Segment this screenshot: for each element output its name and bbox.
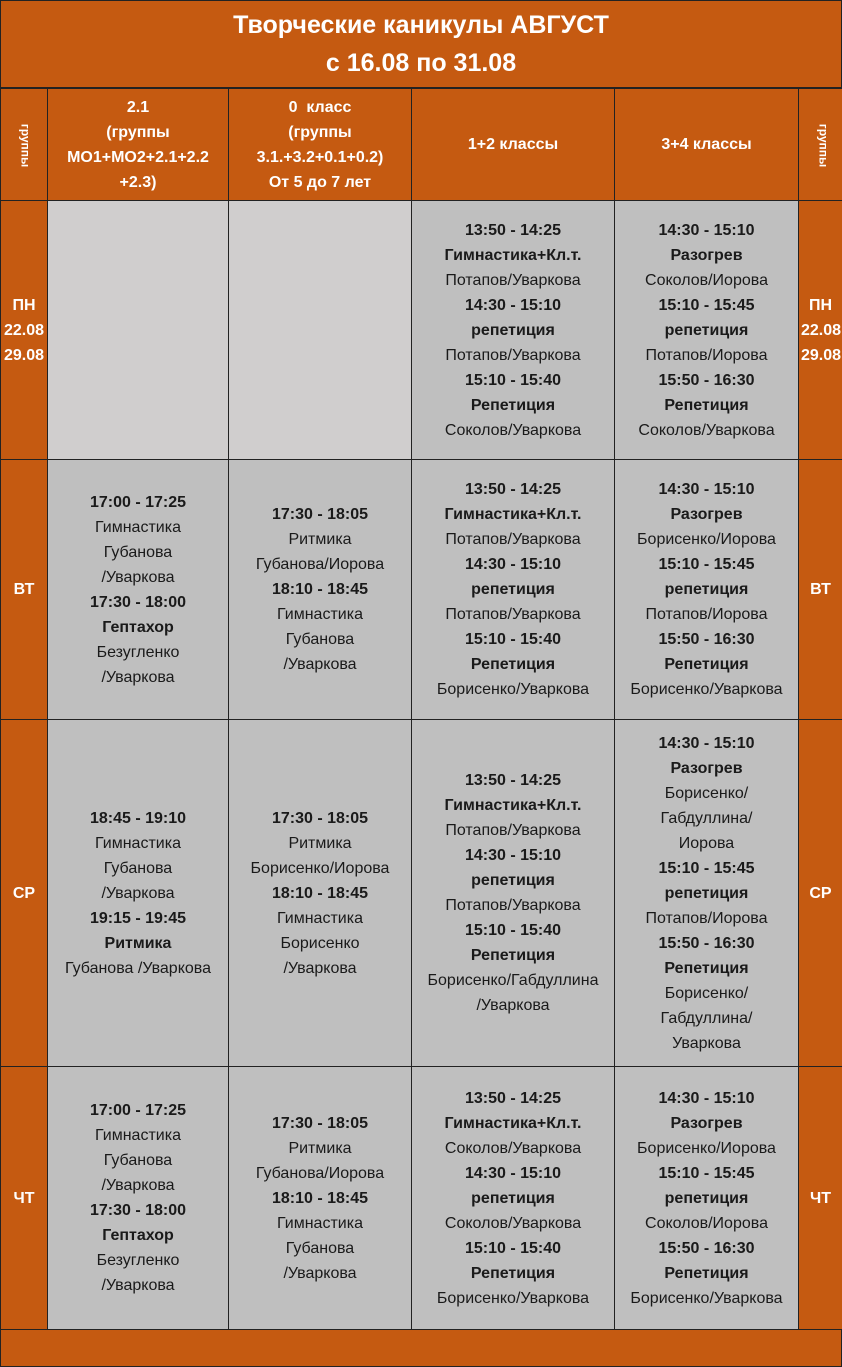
session-time: 18:10 - 18:45 — [271, 884, 369, 902]
header-col-3: 1+2 классы — [412, 89, 615, 201]
session-time: 18:45 - 19:10 — [89, 809, 187, 827]
session-title: Репетиция — [470, 396, 556, 414]
session-detail: Потапов/Иорова — [645, 606, 768, 623]
schedule-cell — [229, 460, 412, 720]
session-detail: Потапов/Иорова — [645, 909, 768, 927]
session-time: 18:10 - 18:45 — [271, 1189, 369, 1207]
session-time: 15:50 - 16:30 — [658, 631, 755, 648]
session-detail: /Уваркова — [101, 884, 175, 902]
schedule-cell — [412, 720, 615, 1067]
session-title: Репетиция — [470, 656, 556, 673]
session-detail: Соколов/Уваркова — [638, 421, 775, 439]
session-title: Гимнастика+Кл.т. — [444, 797, 582, 814]
session-detail: Губанова — [103, 859, 173, 877]
day-label-line: 22.08 — [801, 321, 842, 339]
session-title: репетиция — [471, 581, 555, 598]
schedule-cell — [229, 720, 412, 1067]
session-time: 14:30 - 15:10 — [464, 1164, 562, 1182]
header-col-1-line: (группы — [106, 123, 170, 141]
schedule-cell-empty — [48, 201, 229, 460]
session-detail: /Уваркова — [283, 656, 357, 673]
session-detail: Габдуллина/ — [660, 809, 753, 827]
session-time: 15:10 - 15:45 — [658, 296, 755, 314]
session-detail: Соколов/Иорова — [645, 271, 768, 289]
session-detail: Борисенко — [280, 934, 360, 952]
session-detail: Борисенко/ — [664, 984, 749, 1002]
session-time: 14:30 - 15:10 — [464, 556, 562, 573]
session-title: Гептахор — [102, 1227, 174, 1244]
session-detail: /Уваркова — [101, 568, 175, 586]
groups-label-text: группы — [816, 123, 831, 167]
session-title: Ритмика — [104, 934, 172, 952]
session-title: репетиция — [471, 872, 555, 889]
day-label-right — [799, 1067, 842, 1330]
schedule-table — [0, 88, 842, 1330]
day-label-right — [799, 720, 842, 1067]
day-label-line: 29.08 — [3, 346, 45, 364]
session-detail: Губанова — [285, 631, 355, 648]
session-detail: Губанова — [103, 1152, 173, 1169]
session-detail: Безугленко — [96, 1252, 180, 1269]
day-label-line: ВТ — [13, 581, 35, 598]
session-detail: Потапов/Уваркова — [445, 346, 581, 364]
day-label-line: СР — [809, 884, 832, 902]
header-col-2-line: (группы — [288, 123, 352, 141]
session-time: 14:30 - 15:10 — [464, 847, 562, 864]
session-detail: Борисенко/ — [664, 784, 749, 802]
session-detail: Ритмика — [288, 834, 352, 852]
session-time: 15:50 - 16:30 — [658, 934, 755, 952]
header-col-1-line: МО1+МО2+2.1+2.2 — [67, 148, 209, 166]
schedule-cell — [615, 720, 799, 1067]
session-detail: Гимнастика — [95, 518, 181, 536]
session-detail: Губанова/Иорова — [255, 1164, 385, 1182]
header-col-1 — [48, 89, 229, 201]
session-time: 17:30 - 18:00 — [89, 1202, 187, 1219]
day-label-line: ЧТ — [13, 1189, 35, 1207]
schedule-cell — [615, 1067, 799, 1330]
day-label-left — [1, 720, 48, 1067]
session-detail: Борисенко/Уваркова — [630, 681, 783, 698]
session-title: репетиция — [664, 581, 749, 598]
session-title: Гимнастика+Кл.т. — [444, 246, 582, 264]
session-time: 15:10 - 15:40 — [464, 1239, 562, 1257]
session-detail: Потапов/Иорова — [645, 346, 768, 364]
session-detail: Борисенко/Уваркова — [436, 1289, 590, 1307]
schedule-cell — [412, 1067, 615, 1330]
session-title: Репетиция — [470, 1264, 556, 1282]
session-detail: Иорова — [678, 834, 735, 852]
session-title: репетиция — [664, 884, 749, 902]
session-time: 15:50 - 16:30 — [658, 371, 755, 389]
session-time: 14:30 - 15:10 — [658, 734, 755, 752]
session-detail: Борисенко/Иорова — [637, 1139, 776, 1157]
session-detail: Борисенко/Габдуллина — [427, 972, 599, 989]
session-detail: Ритмика — [288, 1139, 352, 1157]
session-title: Гептахор — [102, 618, 174, 636]
session-time: 15:50 - 16:30 — [658, 1239, 755, 1257]
groups-label-left — [1, 89, 48, 201]
session-detail: Губанова/Иорова — [255, 556, 385, 573]
session-detail: /Уваркова — [101, 1277, 175, 1294]
groups-label-text: группы — [18, 123, 33, 167]
title-bar — [0, 0, 842, 88]
session-time: 17:30 - 18:05 — [271, 506, 369, 523]
schedule-cell — [615, 201, 799, 460]
session-detail: Губанова — [103, 543, 173, 561]
session-detail: Борисенко/Уваркова — [436, 681, 590, 698]
session-time: 13:50 - 14:25 — [464, 772, 562, 789]
day-row — [1, 201, 842, 460]
session-detail: Борисенко/Иорова — [250, 859, 390, 877]
header-col-1-line: 2.1 — [126, 98, 150, 116]
session-time: 14:30 - 15:10 — [658, 1089, 755, 1107]
day-label-right — [799, 201, 842, 460]
session-time: 17:30 - 18:05 — [271, 1114, 369, 1132]
session-detail: /Уваркова — [283, 959, 357, 977]
session-time: 17:30 - 18:00 — [89, 593, 187, 611]
header-col-4: 3+4 классы — [615, 89, 799, 201]
session-detail: Потапов/Уваркова — [445, 606, 581, 623]
session-detail: Соколов/Уваркова — [444, 1139, 582, 1157]
header-col-2-line: От 5 до 7 лет — [268, 173, 372, 191]
session-detail: Гимнастика — [277, 1214, 363, 1232]
header-row — [1, 89, 842, 201]
session-detail: Борисенко/Иорова — [637, 531, 776, 548]
schedule-cell — [48, 720, 229, 1067]
session-title: Репетиция — [664, 656, 749, 673]
session-detail: Потапов/Уваркова — [445, 531, 581, 548]
day-label-left — [1, 460, 48, 720]
session-time: 13:50 - 14:25 — [464, 1089, 562, 1107]
session-time: 18:10 - 18:45 — [271, 581, 369, 598]
day-label-right — [799, 460, 842, 720]
schedule-cell — [615, 460, 799, 720]
session-time: 19:15 - 19:45 — [89, 909, 187, 927]
session-title: Репетиция — [470, 947, 556, 964]
session-detail: Губанова /Уваркова — [65, 959, 211, 977]
session-detail: Соколов/Уваркова — [444, 421, 582, 439]
schedule-cell — [412, 460, 615, 720]
schedule-cell-empty — [229, 201, 412, 460]
session-time: 17:00 - 17:25 — [89, 1102, 187, 1119]
session-title: Разогрев — [670, 506, 743, 523]
session-time: 15:10 - 15:40 — [464, 922, 562, 939]
day-row — [1, 460, 842, 720]
schedule-cell — [48, 460, 229, 720]
title-line-2: с 16.08 по 31.08 — [325, 49, 517, 77]
session-detail: Безугленко — [96, 643, 180, 661]
session-detail: Соколов/Иорова — [645, 1214, 768, 1232]
session-time: 15:10 - 15:40 — [464, 631, 562, 648]
session-title: репетиция — [471, 321, 555, 339]
session-title: Гимнастика+Кл.т. — [444, 1114, 582, 1132]
session-detail: Гимнастика — [95, 834, 181, 852]
session-time: 17:00 - 17:25 — [89, 493, 187, 511]
day-label-line: ЧТ — [809, 1189, 831, 1207]
session-detail: Борисенко/Уваркова — [630, 1289, 783, 1307]
schedule-cell — [48, 1067, 229, 1330]
session-detail: Уваркова — [672, 1034, 741, 1052]
session-detail: Габдуллина/ — [660, 1009, 753, 1027]
session-detail: Гимнастика — [277, 606, 363, 623]
session-title: Гимнастика+Кл.т. — [444, 506, 582, 523]
day-label-left — [1, 1067, 48, 1330]
header-col-2 — [229, 89, 412, 201]
session-time: 15:10 - 15:40 — [464, 371, 562, 389]
day-label-line: 29.08 — [801, 346, 842, 364]
session-detail: Гимнастика — [277, 909, 363, 927]
title-line-1: Творческие каникулы АВГУСТ — [233, 11, 609, 39]
day-label-left — [1, 201, 48, 460]
session-title: Разогрев — [670, 1114, 743, 1132]
session-time: 13:50 - 14:25 — [464, 481, 562, 498]
session-title: репетиция — [471, 1189, 555, 1207]
session-title: Репетиция — [664, 396, 749, 414]
session-title: Разогрев — [670, 246, 743, 264]
schedule-cell — [412, 201, 615, 460]
session-time: 14:30 - 15:10 — [658, 481, 755, 498]
session-detail: Потапов/Уваркова — [445, 822, 581, 839]
day-label-line: ВТ — [810, 581, 831, 598]
session-time: 15:10 - 15:45 — [658, 556, 755, 573]
session-detail: Гимнастика — [95, 1127, 181, 1144]
day-label-line: СР — [12, 884, 36, 902]
day-row — [1, 720, 842, 1067]
session-time: 15:10 - 15:45 — [658, 1164, 755, 1182]
session-time: 14:30 - 15:10 — [464, 296, 562, 314]
session-detail: Ритмика — [288, 531, 352, 548]
session-detail: /Уваркова — [101, 1177, 175, 1194]
day-row — [1, 1067, 842, 1330]
session-title: Репетиция — [664, 959, 749, 977]
session-title: репетиция — [664, 1189, 749, 1207]
session-time: 13:50 - 14:25 — [464, 221, 562, 239]
schedule-cell — [229, 1067, 412, 1330]
header-col-2-line: 3.1.+3.2+0.1+0.2) — [256, 148, 384, 166]
session-detail: Потапов/Уваркова — [445, 271, 581, 289]
groups-label-right — [799, 89, 842, 201]
day-label-line: ПН — [808, 296, 833, 314]
header-col-2-line: 0 класс — [288, 98, 352, 116]
session-time: 17:30 - 18:05 — [271, 809, 369, 827]
session-title: Разогрев — [670, 759, 743, 777]
session-detail: Соколов/Уваркова — [444, 1214, 582, 1232]
day-label-line: ПН — [12, 296, 36, 314]
session-title: Репетиция — [664, 1264, 749, 1282]
session-detail: /Уваркова — [101, 668, 175, 686]
footer-bar — [0, 1329, 842, 1367]
session-detail: Губанова — [285, 1239, 355, 1257]
header-col-1-line: +2.3) — [119, 173, 157, 191]
session-time: 14:30 - 15:10 — [658, 221, 755, 239]
day-label-line: 22.08 — [3, 321, 45, 339]
session-detail: /Уваркова — [476, 997, 550, 1014]
session-detail: /Уваркова — [283, 1264, 357, 1282]
session-time: 15:10 - 15:45 — [658, 859, 755, 877]
session-detail: Потапов/Уваркова — [445, 897, 581, 914]
session-title: репетиция — [664, 321, 749, 339]
